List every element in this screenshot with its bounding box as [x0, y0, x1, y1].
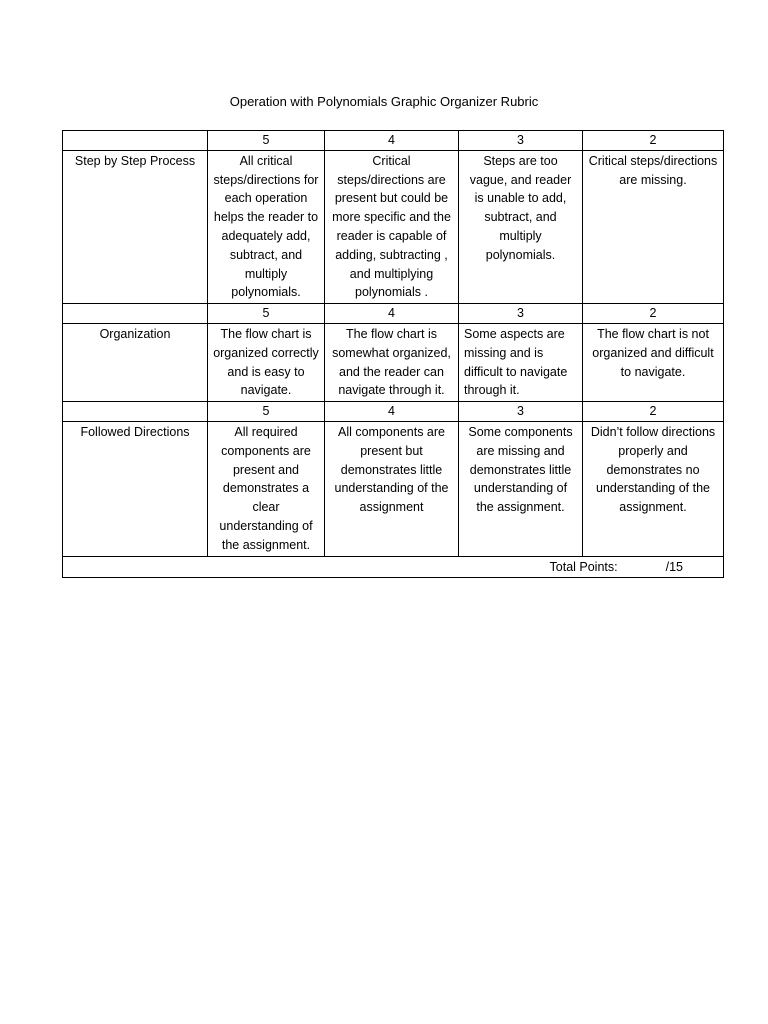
descriptor-cell-2: Didn’t follow directions properly and demonstrates no understanding of the assignment.	[583, 421, 724, 556]
score-header-2: 2	[583, 131, 724, 151]
score-row	[63, 402, 724, 422]
descriptor-cell-2: Critical steps/directions are missing.	[583, 150, 724, 303]
total-label: Total Points:	[549, 559, 618, 574]
descriptor-cell-2: The flow chart is not organized and difficult to navigate.	[583, 323, 724, 401]
score-header-5: 5	[208, 131, 325, 151]
descriptor-cell-5: All required components are present and demonstrates a clear understanding of the assignment.	[208, 421, 325, 556]
rubric-row-step-by-step	[63, 150, 724, 303]
descriptor-cell-4: All components are present but demonstrates little understanding of the assignment	[325, 421, 459, 556]
score-header-3: 3	[459, 131, 583, 151]
score-4: 4	[325, 304, 459, 324]
total-value: /15	[665, 559, 683, 574]
criterion-label: Followed Directions	[63, 421, 208, 556]
total-cell	[63, 556, 724, 578]
score-5: 5	[208, 402, 325, 422]
score-3: 3	[459, 402, 583, 422]
score-3: 3	[459, 304, 583, 324]
empty-header-cell	[63, 131, 208, 151]
descriptor-cell-5: The flow chart is organized correctly and is easy to navigate.	[208, 323, 325, 401]
score-2: 2	[583, 304, 724, 324]
rubric-table	[62, 130, 724, 578]
descriptor-cell-3: Steps are too vague, and reader is unable to add, subtract, and multiply polynomials.	[459, 150, 583, 303]
score-row	[63, 304, 724, 324]
score-4: 4	[325, 402, 459, 422]
descriptor-cell-4: The flow chart is somewhat organized, and the reader can navigate through it.	[325, 323, 459, 401]
score-5: 5	[208, 304, 325, 324]
descriptor-cell-4: Critical steps/directions are present but could be more specific and the reader is capable of adding, subtracting , and multiplying polynomials .	[325, 150, 459, 303]
empty-score-cell	[63, 304, 208, 324]
descriptor-cell-3: Some components are missing and demonstrates little understanding of the assignment.	[459, 421, 583, 556]
criterion-label: Step by Step Process	[63, 150, 208, 303]
rubric-row-followed-directions	[63, 421, 724, 556]
criterion-label: Organization	[63, 323, 208, 401]
rubric-row-organization	[63, 323, 724, 401]
page-title: Operation with Polynomials Graphic Organizer Rubric	[229, 94, 539, 109]
total-row	[63, 556, 724, 578]
score-2: 2	[583, 402, 724, 422]
descriptor-cell-3: Some aspects are missing and is difficult to navigate through it.	[459, 323, 583, 401]
empty-score-cell	[63, 402, 208, 422]
score-header-4: 4	[325, 131, 459, 151]
score-header-row	[63, 131, 724, 151]
descriptor-cell-5: All critical steps/directions for each operation helps the reader to adequately add, subtract, and multiply polynomials.	[208, 150, 325, 303]
